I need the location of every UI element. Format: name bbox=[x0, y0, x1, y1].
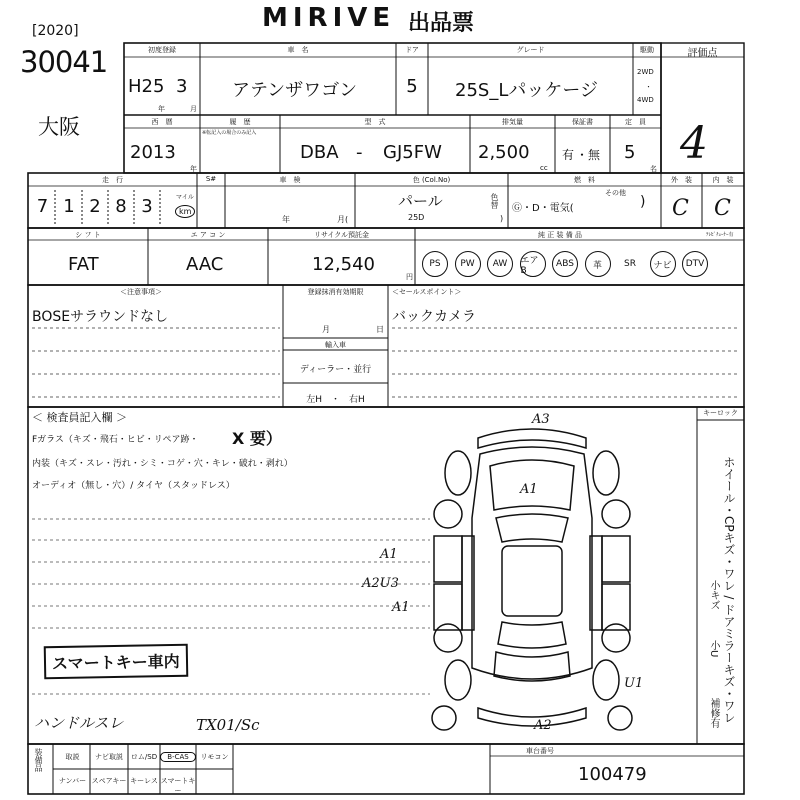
inspection-year: 年 bbox=[282, 215, 290, 224]
bottom-item: キーレス bbox=[130, 777, 158, 785]
cc-unit: cc bbox=[540, 164, 548, 172]
bottom-item: スペアキー bbox=[91, 777, 127, 785]
fuel-options: Ⓖ・D・電気( bbox=[512, 203, 574, 214]
doors-label: ドア bbox=[405, 46, 419, 54]
key-lock-label: キーロック bbox=[703, 409, 738, 417]
damage-mark-bottom: A2 bbox=[534, 718, 552, 733]
side-legend: ホイール・CPキズ・ワレ / ドアミラーキズ・ワレ bbox=[722, 456, 736, 724]
bottom-item: ナビ取説 bbox=[95, 753, 123, 761]
serial-label: 車台番号 bbox=[526, 747, 554, 755]
tuner-label: ﾃﾚﾋﾞﾁｭｰﾅｰ有 bbox=[706, 232, 734, 238]
shift-value: FAT bbox=[68, 254, 99, 275]
bottom-item: リモコン bbox=[200, 753, 229, 761]
model-prefix: DBA bbox=[300, 142, 339, 163]
bottom-item: ロム/SD bbox=[130, 753, 158, 761]
fuel-close: ) bbox=[640, 194, 646, 210]
reg-expiry-label: 登録抹消有効期限 bbox=[307, 288, 364, 296]
drive-4wd: 4WD bbox=[637, 96, 654, 104]
color-change: 色替 bbox=[490, 193, 499, 209]
first-reg-label: 初度登録 bbox=[148, 46, 176, 54]
inspection-month: 月( bbox=[337, 215, 349, 224]
evaluation-score: 4 bbox=[680, 118, 708, 169]
inspector-line-interior: 内装（キズ・スレ・汚れ・シミ・コゲ・穴・キレ・破れ・剥れ） bbox=[32, 459, 293, 469]
fuel-label: 燃 料 bbox=[574, 176, 595, 184]
capacity-label: 定 員 bbox=[625, 118, 646, 126]
car-name-label: 車 名 bbox=[287, 46, 309, 54]
bottom-side-label: 装備品 bbox=[34, 748, 43, 772]
mileage-digit: 8 bbox=[115, 196, 127, 217]
era-year-unit: 年 bbox=[158, 105, 165, 113]
equipment-item: ABS bbox=[552, 251, 578, 277]
inspector-line-audio: オーディオ（無し・穴）/ タイヤ（スタッドレス） bbox=[32, 481, 235, 491]
inspection-close: ) bbox=[500, 214, 504, 223]
equipment-item: エアB bbox=[520, 251, 546, 277]
handwritten-note-2: TX01/Sc bbox=[196, 716, 260, 734]
brand-logo: MIRIVE bbox=[262, 3, 396, 33]
year-value: 2013 bbox=[130, 142, 176, 163]
grade-value: 25S_Lパッケージ bbox=[455, 80, 598, 101]
western-year-label: 西 暦 bbox=[151, 118, 173, 126]
history-label: 履 歴 bbox=[229, 118, 251, 126]
evaluation-label: 評価点 bbox=[687, 48, 718, 59]
inspector-label: ＜ 検査員記入欄 ＞ bbox=[32, 411, 127, 424]
model-dash: - bbox=[356, 142, 363, 163]
warranty-label: 保証書 bbox=[572, 118, 593, 126]
inspection-label: 車 検 bbox=[279, 176, 301, 184]
bottom-item: 取説 bbox=[65, 753, 80, 761]
grade-label: グレード bbox=[516, 46, 545, 54]
smart-key-stamp: スマートキー車内 bbox=[44, 644, 188, 680]
fuel-other: その他 bbox=[605, 189, 626, 197]
equipment-item: SR bbox=[624, 259, 636, 269]
model-code: GJ5FW bbox=[383, 142, 442, 163]
displacement-value: 2,500 bbox=[478, 142, 530, 163]
equipment-item: DTV bbox=[682, 251, 708, 277]
first-reg-era: H25 bbox=[128, 76, 165, 97]
sales-point-label: ＜セールスポイント＞ bbox=[392, 288, 462, 296]
recycle-label: リサイクル預託金 bbox=[313, 231, 370, 239]
color-name: パール bbox=[398, 192, 443, 210]
bottom-item: B-CAS bbox=[160, 752, 196, 762]
car-name-value: アテンザワゴン bbox=[232, 80, 358, 101]
side-repair: 補修有 bbox=[708, 698, 719, 728]
equipment-item: PS bbox=[422, 251, 448, 277]
exterior-label: 外 装 bbox=[671, 176, 692, 184]
history-note: ※転記入の場合のみ記入 bbox=[202, 130, 257, 136]
first-reg-month: 3 bbox=[176, 76, 188, 97]
color-label: 色 (Col.No) bbox=[412, 176, 451, 184]
location: 大阪 bbox=[38, 115, 80, 139]
reg-month: 月 bbox=[322, 325, 330, 334]
displacement-label: 排気量 bbox=[502, 118, 523, 126]
warranty-no: ・無 bbox=[576, 148, 601, 162]
import-label: 輸入車 bbox=[325, 341, 346, 349]
doors-value: 5 bbox=[406, 76, 418, 97]
equipment-item: ナビ bbox=[650, 251, 676, 277]
serial-number: 100479 bbox=[578, 764, 647, 785]
equipment-label: 純 正 装 備 品 bbox=[538, 231, 582, 239]
mileage-label: 走 行 bbox=[102, 176, 123, 184]
equipment-item: AW bbox=[487, 251, 513, 277]
handwritten-note-1: ハンドルスレ bbox=[34, 714, 124, 732]
aircon-label: エ ア コ ン bbox=[190, 231, 226, 239]
interior-grade: C bbox=[714, 196, 731, 221]
era-month-unit: 月 bbox=[190, 105, 197, 113]
damage-mark-rear-right: U1 bbox=[624, 676, 644, 691]
capacity-value: 5 bbox=[624, 142, 636, 163]
damage-mark-left-a: A1 bbox=[380, 547, 398, 562]
model-label: 型 式 bbox=[364, 118, 386, 126]
side-small-dent: 小U bbox=[708, 640, 719, 658]
mileage-km: km bbox=[175, 205, 195, 218]
year-tag: [2020] bbox=[32, 23, 79, 39]
equipment-item: PW bbox=[455, 251, 481, 277]
bottom-item: ナンバー bbox=[58, 777, 87, 785]
notes-text: BOSEサラウンドなし bbox=[32, 309, 169, 325]
lot-number: 30041 bbox=[20, 45, 108, 79]
mileage-miles: マイル bbox=[176, 194, 194, 201]
equipment-item: 革 bbox=[585, 251, 611, 277]
reg-day: 日 bbox=[376, 325, 384, 334]
drive-label: 駆動 bbox=[640, 46, 654, 54]
warranty-yes: 有 bbox=[562, 148, 575, 162]
import-side: 左H ・ 右H bbox=[306, 395, 365, 405]
mileage-digit: 2 bbox=[89, 196, 101, 217]
sheet-title: 出品票 bbox=[408, 11, 475, 36]
import-dealer: ディーラー・並行 bbox=[299, 365, 372, 375]
bottom-item: スマートキー bbox=[160, 777, 196, 795]
yen-unit: 円 bbox=[406, 273, 413, 281]
damage-mark-left-c: A1 bbox=[392, 600, 410, 615]
capacity-unit: 名 bbox=[650, 165, 657, 173]
recycle-value: 12,540 bbox=[312, 254, 375, 275]
drive-2wd: 2WD bbox=[637, 68, 654, 76]
notes-label: ＜注意事項＞ bbox=[120, 288, 162, 296]
damage-mark-top: A3 bbox=[532, 412, 550, 427]
mileage-digit: 1 bbox=[63, 196, 75, 217]
damage-mark-hood: A1 bbox=[520, 482, 538, 497]
mileage-digit: 3 bbox=[141, 196, 153, 217]
glass-mark: X 要） bbox=[232, 429, 282, 448]
damage-mark-left-b: A2U3 bbox=[362, 576, 399, 591]
side-small-scratch: 小キズ bbox=[708, 580, 719, 610]
mileage-digit: 7 bbox=[36, 196, 49, 217]
shift-label: シ フ ト bbox=[75, 231, 101, 239]
exterior-grade: C bbox=[672, 196, 689, 221]
color-code: 25D bbox=[408, 213, 425, 222]
interior-label: 内 装 bbox=[712, 176, 734, 184]
inspector-line-glass: Fガラス（キズ・飛石・ヒビ・リペア跡・ bbox=[32, 435, 199, 445]
sales-text: バックカメラ bbox=[392, 309, 476, 325]
s-mark-label: S# bbox=[205, 175, 217, 183]
car-diagram bbox=[420, 418, 645, 743]
aircon-value: AAC bbox=[186, 254, 224, 275]
